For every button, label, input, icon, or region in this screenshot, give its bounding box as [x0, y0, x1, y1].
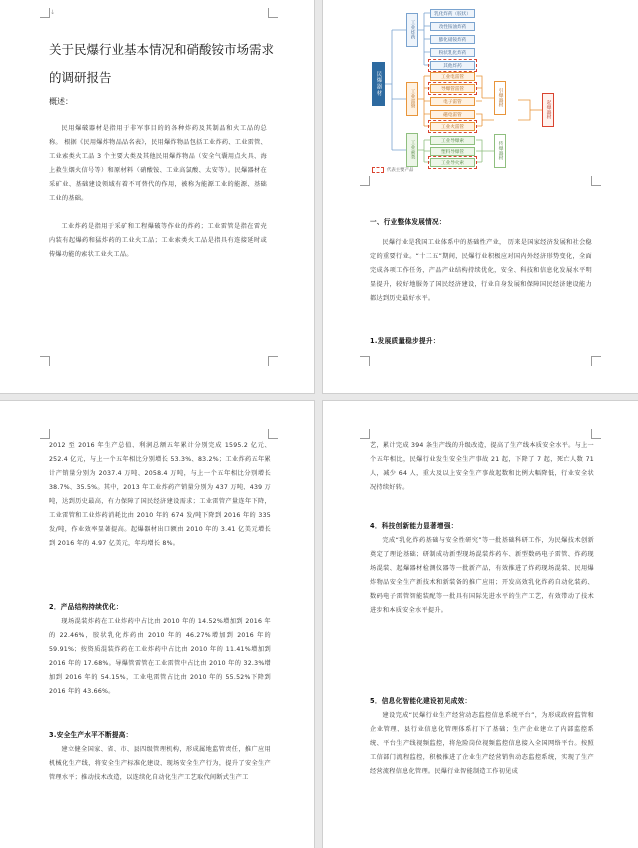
section-heading: 一、行业整体发展情况：	[370, 218, 446, 226]
diagram-root-node: 民爆器材	[372, 62, 385, 106]
leaf-explosive: 粉状乳化炸药	[430, 48, 475, 57]
leaf-explosive: 改性铵油炸药	[430, 22, 475, 31]
leaf-explosive: 膨化硝铵炸药	[430, 35, 475, 44]
subsection-heading: 2．产品结构持续优化：	[49, 603, 123, 611]
legend-label: 代表主要产品	[387, 168, 414, 173]
crop-mark	[591, 176, 601, 186]
leaf-detonator: 电子雷管	[430, 97, 475, 106]
section-body	[370, 236, 592, 306]
definition-paragraph: 工业炸药是指用于采矿和工程爆破等作业的炸药；工业雷管是指在雷壳内装有起爆药和猛炸药的工业火工品；工业索类火工品是指具有连接延时或传爆功能的索状工业火工品。	[49, 223, 267, 258]
overview-label: 概述：	[49, 97, 73, 106]
intro-body	[49, 122, 267, 262]
leaf-cord: 工业导爆索	[430, 136, 475, 145]
output-paragraph: 2012 至 2016 年生产总值、利润总额五年累计分别完成 1595.2 亿元、252.4 亿元，与上一个五年相比分别增长 53.3%、83.2%；工业炸药五年累计产销量分别为 2037.4 万吨、2058.4 万吨，与上一个五年相比分别增长 38.7%、35.5%。其中，2013 年工业炸药产销量分别为 437 万吨、439 万吨，达到历史最高，有力保障了国民经济建设需求；工业雷管产量连年下降，工业雷管和工业炸药消耗比由 2010 年的 674 发/吨下降到 2016 年的 335 发/吨，作业效率显著提高。起爆器材出口额由 2010 年的 3.41 亿美元增长到 2016 年的 4.97 亿美元，年均增长 8%。	[49, 442, 271, 547]
subsection-heading: 4．科技创新能力显著增强：	[370, 522, 458, 530]
subsection-heading: 5．信息化智能化建设初见成效：	[370, 697, 472, 705]
leaf-cord: 塑料导爆管	[430, 147, 475, 156]
page-title: 关于民爆行业基本情况和硝酸铵市场需求的调研报告	[49, 42, 275, 85]
leaf-detonator: 工业电雷管	[430, 72, 475, 81]
safety-cont-body	[370, 439, 594, 495]
category-explosives: 工业炸药	[406, 13, 418, 47]
crop-mark	[268, 8, 278, 18]
crop-mark	[360, 356, 370, 366]
intro-paragraph: 民用爆破器材是指用于非军事目的的各种炸药及其制品和火工品的总称。 根据《民用爆炸物品品名表》，民用爆炸物品包括工业炸药、工业雷管、工业索类火工品 3 个主要大类及其他民用爆炸物品（安全气囊用点火具、海上救生烟火信号等）和原材料（硝酸铵、工业高氯酸、太安等）。民爆器材在采矿业、基础建设领域有着不可替代的作用，被称为能源工业的能源、基础工业的基础。	[49, 125, 267, 202]
output-body	[49, 439, 271, 551]
innovation-paragraph: 完成“乳化炸药基础与安全性研究”等一批基础科研工作，为民爆技术创新奠定了理论基础；研制成功新型现场混装炸药车、新型数码电子雷管、炸药现场混装、起爆器材检测仪器等一批新产品，有效推进了炸药现场混装、民用爆炸物品安全生产新技术和新装备的推广应用；开发高效乳化炸药自动化装药、数码电子雷管智能装配等一批具有国际先进水平的生产工艺，有效带动了技术进步和本质安全水平提升。	[370, 537, 594, 614]
document-page-2	[323, 0, 638, 393]
crop-mark	[40, 8, 50, 18]
leaf-detonator: 导爆管雷管	[430, 84, 475, 93]
crop-mark	[591, 429, 601, 439]
structure-body	[49, 615, 271, 699]
legend-swatch	[372, 167, 384, 173]
crop-mark	[40, 429, 50, 439]
crop-mark	[360, 429, 370, 439]
paragraph-mark: ↓	[50, 9, 56, 16]
crop-mark	[268, 356, 278, 366]
leaf-detonator: 磁电雷管	[430, 110, 475, 119]
informatization-paragraph: 建设完成“民爆行业生产经营动态监控信息系统平台”，为形成政府监管和企业管理、县行业信息化管理体系打下了基础；生产企业建立了内部监控系统、平台生产线视频监控，将危险岗位视频监控信息接入全国网络平台。按照工信部门流程监控，积极推进了企业生产经营销售动态监控系统，实现了生产经营流程信息化管理。民爆行业智能制造工作初见成	[370, 712, 594, 775]
document-page-1	[0, 0, 314, 393]
group-initiating: 引爆器材	[494, 81, 506, 115]
crop-mark	[40, 356, 50, 366]
crop-mark	[268, 429, 278, 439]
group-firing: 起爆器材	[542, 93, 554, 127]
classification-diagram	[370, 0, 576, 175]
safety-paragraph: 建立健全国家、省、市、县四级管理机构，形成属地监管责任，推广应用机械化生产线，将安全生产标准化建设、现场安全生产行为，提升了安全生产管理水平；推动技术改造，以连续化自动化生产工艺取代间断式生产工	[49, 746, 271, 781]
leaf-detonator: 工业火雷管	[430, 122, 475, 131]
innovation-body	[370, 534, 594, 618]
category-detonators: 工业雷管	[406, 82, 418, 116]
informatization-body	[370, 709, 594, 779]
diagram-legend	[372, 167, 413, 173]
subsection-heading: 3.安全生产水平不断提高：	[49, 731, 133, 739]
group-transmission: 传爆器材	[494, 134, 506, 168]
document-page-3	[0, 401, 314, 848]
document-page-4	[323, 401, 638, 848]
safety-cont-paragraph: 艺，累计完成 394 条生产线的升级改造，提高了生产线本质安全水平。与上一个五年相比，民爆行业发生安全生产事故 21 起，下降了 7 起，死亡人数 71 人，减少 64 人，重大及以上安全生产事故起数和比例大幅降低，行业安全状况持续好转。	[370, 442, 594, 491]
leaf-cord: 工业导火索	[430, 158, 475, 167]
crop-mark	[591, 356, 601, 366]
subsection-heading: 1.发展质量稳步提升：	[370, 337, 440, 345]
leaf-explosive: 其他炸药	[430, 61, 475, 70]
category-cords: 工业索类	[406, 133, 418, 167]
structure-paragraph: 现场混装炸药在工业炸药中占比由 2010 年的 14.52%增加到 2016 年的 22.46%，胶状乳化炸药由 2010 年的 46.27%增加到 2016 年的 59.91%；按资质混装炸药在工业炸药中占比由 2010 年的 11.41%增加到 2016 年的 17.68%。导爆管雷管在工业雷管中占比由 2010 年的 32.3%增加到 2016 年的 54.15%，工业电雷管占比由 2010 年的 55.52%下降到 2016 年的 43.66%。	[49, 618, 271, 695]
development-paragraph: 民爆行业是我国工业体系中的基础性产业， 历来是国家经济发展和社会稳定的重要行业。“十二五”期间，民爆行业积极应对国内外经济形势变化，全面完成各项工作任务，产品产业结构持续优化，安全、科技和信息化发展水平明显提升，较好地服务了国民经济建设，行业自身发展和保障国民经济建设能力都达到历史最好水平。	[370, 239, 592, 302]
leaf-explosive: 乳化炸药（胶状）	[430, 9, 475, 18]
safety-body	[49, 743, 271, 785]
crop-mark	[360, 176, 370, 186]
